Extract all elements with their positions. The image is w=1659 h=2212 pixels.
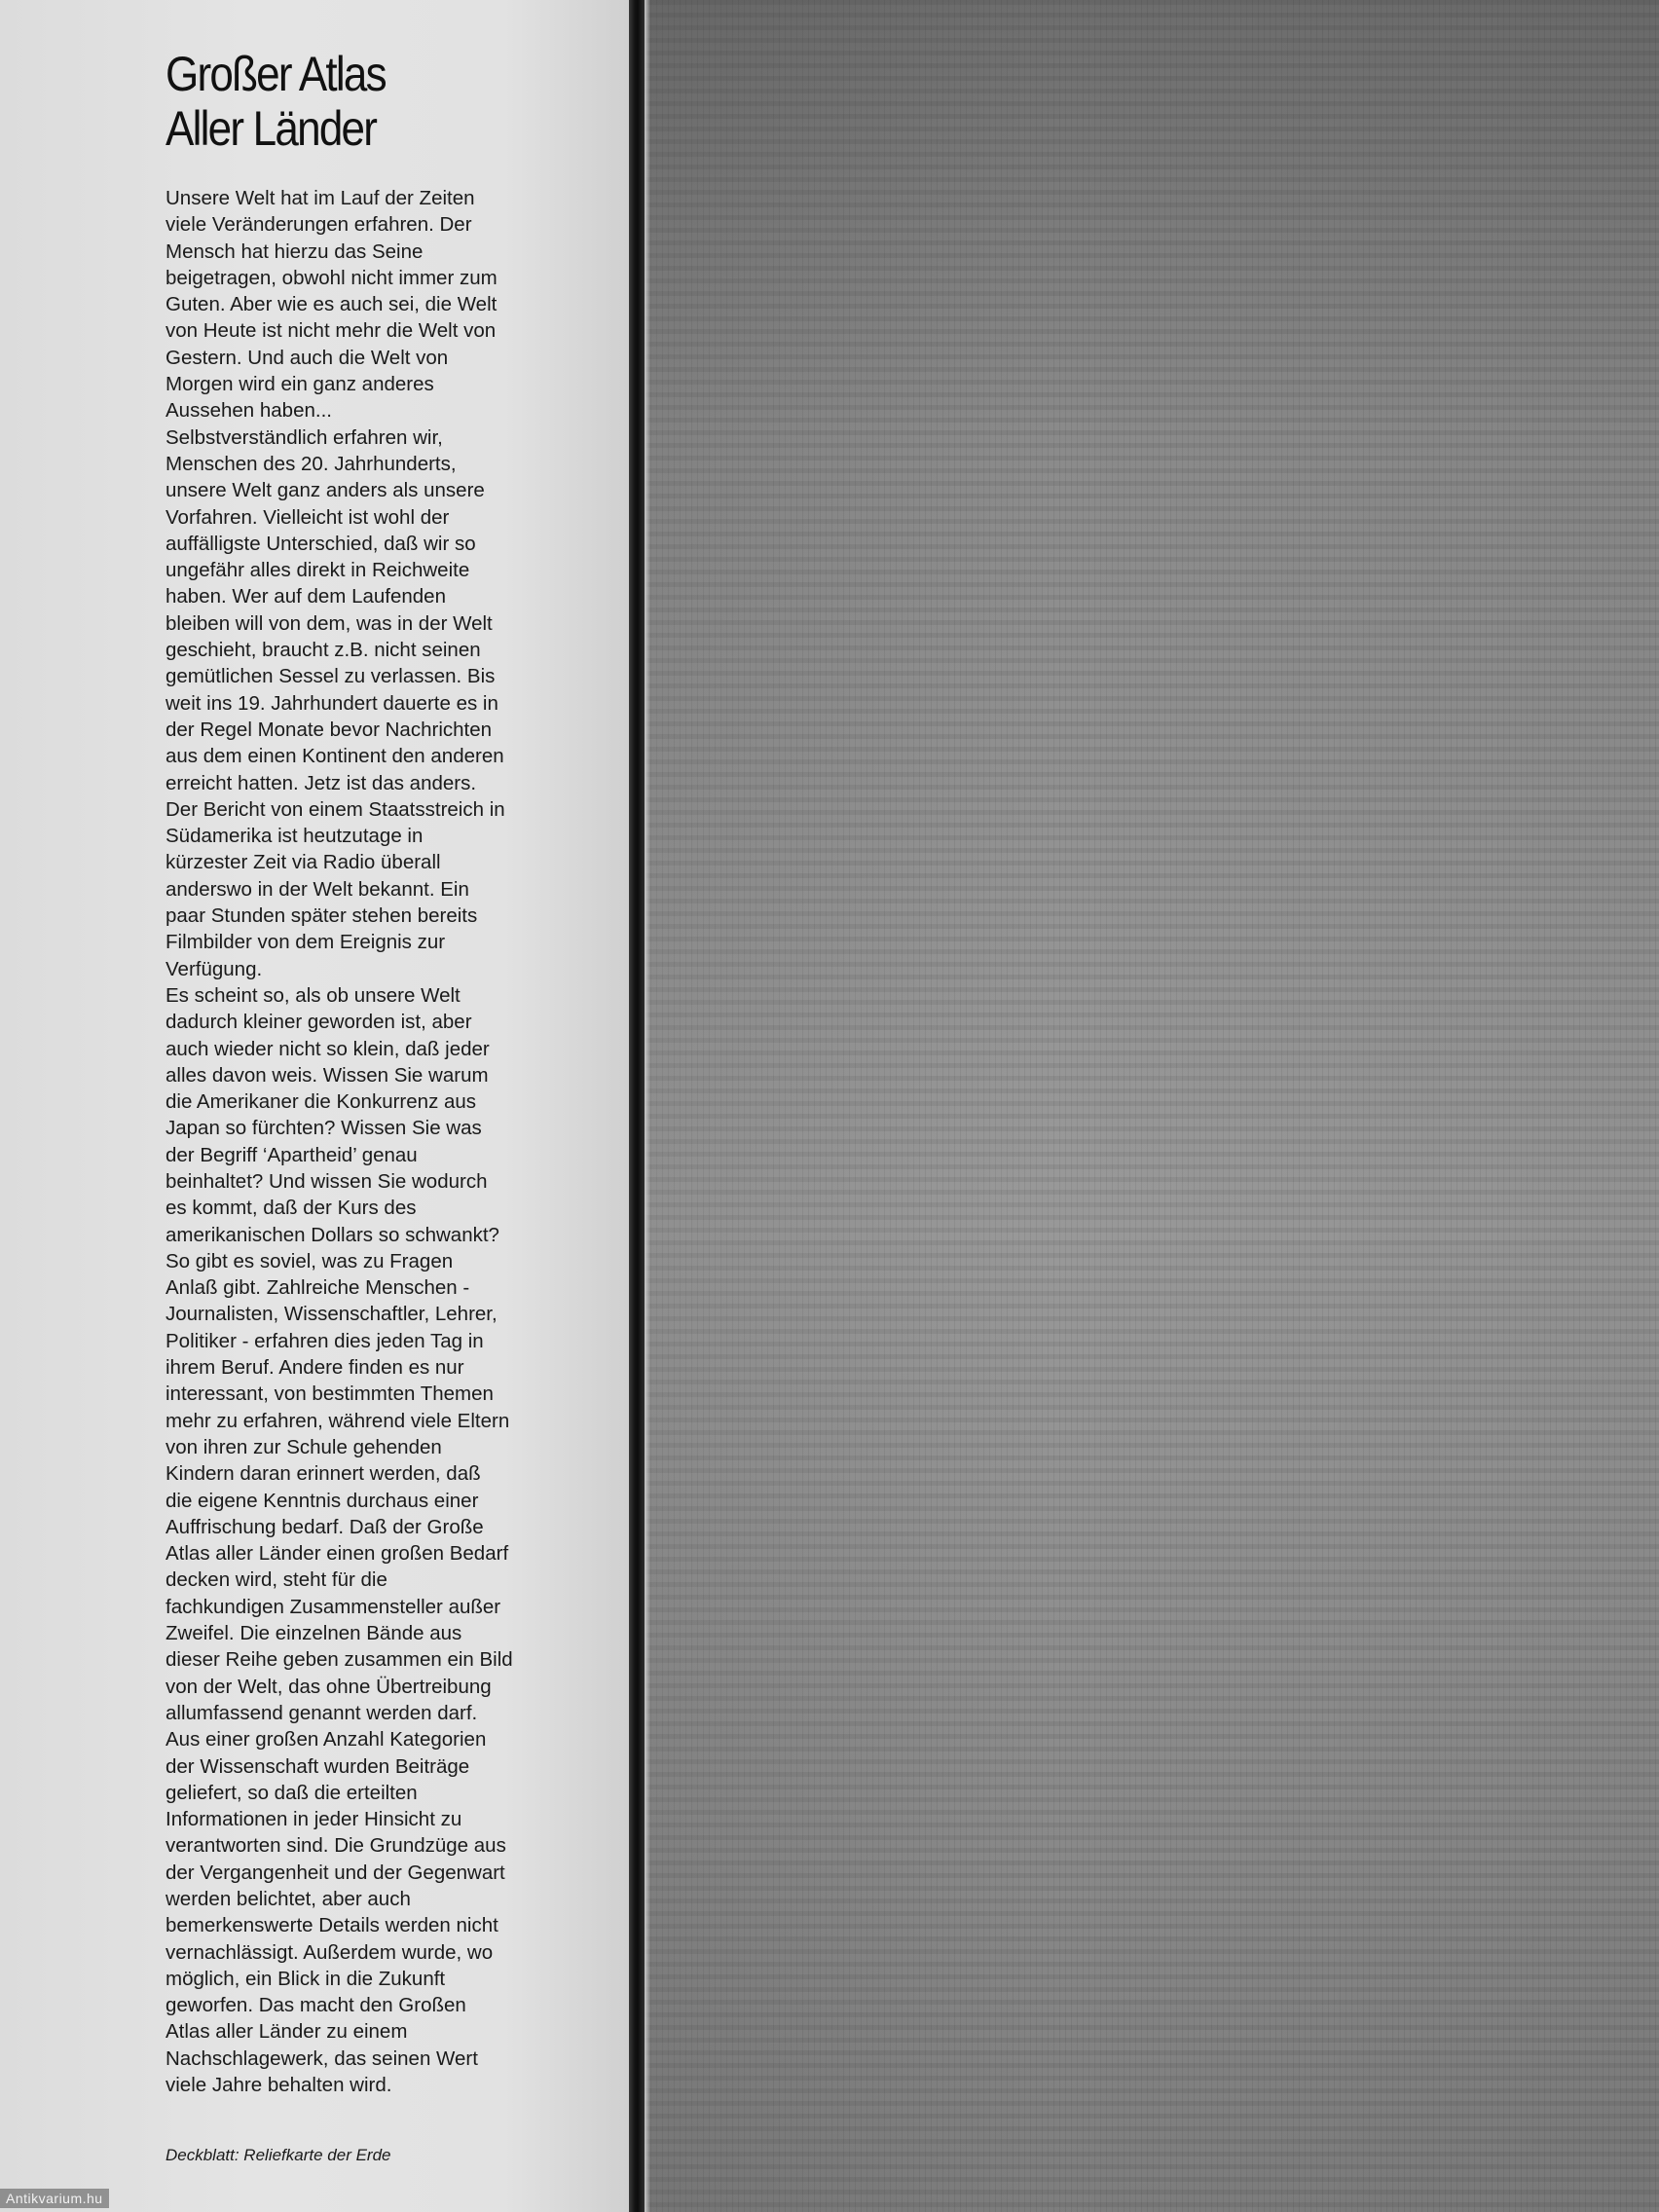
body-text-line: der Regel Monate bevor Nachrichten xyxy=(166,718,493,741)
body-text-line: fachkundigen Zusammensteller außer xyxy=(166,1595,501,1618)
cover-edge-highlight xyxy=(645,0,650,2212)
body-text-line: Morgen wird ein ganz anderes xyxy=(166,373,434,396)
body-text-line: der Begriff ‘Apartheid’ genau xyxy=(166,1143,418,1166)
body-text-line: Nachschlagewerk, das seinen Wert xyxy=(166,2046,478,2070)
body-text-line: allumfassend genannt werden darf. xyxy=(166,1701,478,1724)
body-text-line: kürzester Zeit via Radio überall xyxy=(166,851,441,874)
body-text-line: haben. Wer auf dem Laufenden xyxy=(166,585,446,608)
body-text-line: mehr zu erfahren, während viele Eltern xyxy=(166,1409,510,1432)
body-text-line: Atlas aller Länder einen großen Bedarf xyxy=(166,1542,509,1566)
body-text-line: interessant, von bestimmten Themen xyxy=(166,1382,494,1406)
body-text-line: viele Veränderungen erfahren. Der xyxy=(166,213,472,237)
title-line-2: Aller Länder xyxy=(166,101,377,156)
body-text-line: bleiben will von dem, was in der Welt xyxy=(166,611,493,635)
body-text-line: Menschen des 20. Jahrhunderts, xyxy=(166,452,457,475)
body-text-line: der Wissenschaft wurden Beiträge xyxy=(166,1754,470,1778)
body-text-line: geworfen. Das macht den Großen xyxy=(166,1994,466,2017)
cover-caption: Deckblatt: Reliefkarte der Erde xyxy=(166,2146,391,2164)
body-text-line: Japan so fürchten? Wissen Sie was xyxy=(166,1117,482,1140)
body-text-line: Vorfahren. Vielleicht ist wohl der xyxy=(166,505,450,529)
body-text-line: geliefert, so daß die erteilten xyxy=(166,1781,418,1804)
body-text-line: So gibt es soviel, was zu Fragen xyxy=(166,1249,454,1272)
body-text-line: Aussehen haben... xyxy=(166,399,332,423)
body-text-line: alles davon weis. Wissen Sie warum xyxy=(166,1063,489,1087)
body-text-line: von ihren zur Schule gehenden xyxy=(166,1435,442,1458)
title-line-1: Großer Atlas xyxy=(166,47,386,101)
body-text-line: weit ins 19. Jahrhundert dauerte es in xyxy=(166,691,498,715)
body-text-line: Guten. Aber wie es auch sei, die Welt xyxy=(166,293,498,316)
body-text-line: Journalisten, Wissenschaftler, Lehrer, xyxy=(166,1303,498,1326)
body-text-line: beigetragen, obwohl nicht immer zum xyxy=(166,266,498,289)
body-text-line: gemütlichen Sessel zu verlassen. Bis xyxy=(166,665,496,688)
body-text-line: erreicht hatten. Jetz ist das anders. xyxy=(166,771,477,794)
body-text-line: ihrem Beruf. Andere finden es nur xyxy=(166,1356,464,1380)
book-spine-gutter xyxy=(629,0,645,2212)
watermark: Antikvarium.hu xyxy=(0,2189,109,2208)
body-text-line: Gestern. Und auch die Welt von xyxy=(166,346,449,369)
body-text-line: unsere Welt ganz anders als unsere xyxy=(166,479,485,502)
body-text-line: decken wird, steht für die xyxy=(166,1568,387,1592)
body-text-line: Zweifel. Die einzelnen Bände aus xyxy=(166,1622,462,1645)
body-text-line: Anlaß gibt. Zahlreiche Menschen - xyxy=(166,1276,470,1300)
body-text-line: auffälligste Unterschied, daß wir so xyxy=(166,532,476,555)
body-text-line: dieser Reihe geben zusammen ein Bild xyxy=(166,1648,513,1672)
body-text-line: von Heute ist nicht mehr die Welt von xyxy=(166,319,497,343)
body-text-line: aus dem einen Kontinent den anderen xyxy=(166,745,504,768)
body-text-line: paar Stunden später stehen bereits xyxy=(166,904,478,928)
body-text-line: geschieht, braucht z.B. nicht seinen xyxy=(166,639,481,662)
body-text-line: der Vergangenheit und der Gegenwart xyxy=(166,1861,505,1884)
body-text-line: Informationen in jeder Hinsicht zu xyxy=(166,1808,462,1831)
body-text-line: werden belichtet, aber auch xyxy=(166,1888,411,1910)
body-text-line: viele Jahre behalten wird. xyxy=(166,2074,392,2097)
body-text xyxy=(166,185,594,2098)
body-text-line: Atlas aller Länder zu einem xyxy=(166,2020,408,2044)
body-text-line: von der Welt, das ohne Übertreibung xyxy=(166,1675,492,1698)
page-title xyxy=(166,47,386,156)
body-text-line: beinhaltet? Und wissen Sie wodurch xyxy=(166,1169,488,1193)
body-text-line: amerikanischen Dollars so schwankt? xyxy=(166,1223,499,1246)
body-text-line: die eigene Kenntnis durchaus einer xyxy=(166,1489,479,1512)
body-text-line: dadurch kleiner geworden ist, aber xyxy=(166,1011,472,1034)
body-text-line: Verfügung. xyxy=(166,957,263,980)
body-text-line: die Amerikaner die Konkurrenz aus xyxy=(166,1090,477,1114)
body-text-line: Es scheint so, als ob unsere Welt xyxy=(166,983,461,1007)
body-text-line: verantworten sind. Die Grundzüge aus xyxy=(166,1834,506,1858)
body-text-line: Kindern daran erinnert werden, daß xyxy=(166,1462,481,1486)
body-text-line: Filmbilder von dem Ereignis zur xyxy=(166,931,446,954)
body-text-line: es kommt, daß der Kurs des xyxy=(166,1197,417,1220)
body-text-line: Unsere Welt hat im Lauf der Zeiten xyxy=(166,187,475,209)
body-text-line: Mensch hat hierzu das Seine xyxy=(166,240,424,263)
body-text-line: Südamerika ist heutzutage in xyxy=(166,825,424,848)
body-text-line: vernachlässigt. Außerdem wurde, wo xyxy=(166,1940,494,1964)
book-cover-board xyxy=(645,0,1659,2212)
body-text-line: Aus einer großen Anzahl Kategorien xyxy=(166,1728,487,1751)
body-text-line: anderswo in der Welt bekannt. Ein xyxy=(166,877,469,901)
body-text-line: bemerkenswerte Details werden nicht xyxy=(166,1914,498,1937)
body-text-line: auch wieder nicht so klein, daß jeder xyxy=(166,1037,490,1060)
body-text-line: Selbstverständlich erfahren wir, xyxy=(166,425,443,449)
body-text-line: Der Bericht von einem Staatsstreich in xyxy=(166,797,505,821)
body-text-line: ungefähr alles direkt in Reichweite xyxy=(166,559,470,582)
body-text-line: möglich, ein Blick in die Zukunft xyxy=(166,1967,446,1990)
body-text-line: Politiker - erfahren dies jeden Tag in xyxy=(166,1329,484,1352)
body-text-line: Auffrischung bedarf. Daß der Große xyxy=(166,1515,484,1538)
